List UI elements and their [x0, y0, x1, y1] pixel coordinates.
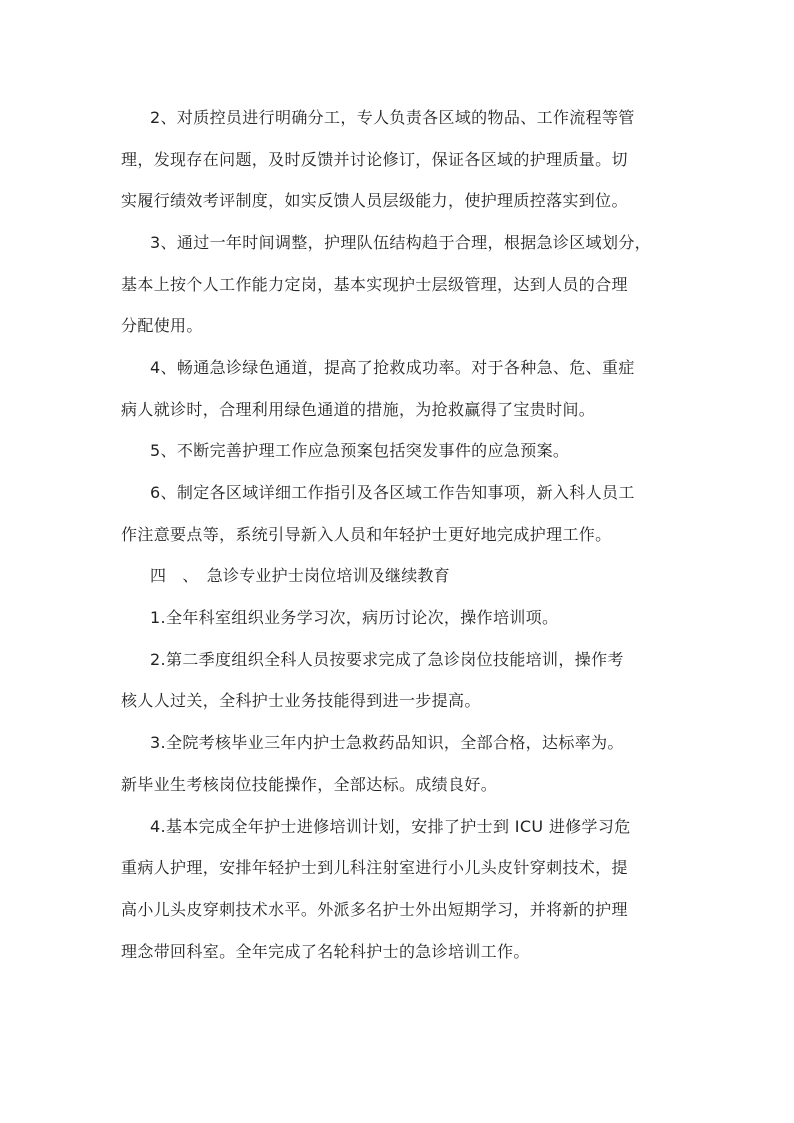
paragraph-5-line-1: 5、不断完善护理工作应急预案包括突发事件的应急预案。	[150, 441, 570, 460]
training-item-3-line-2: 新毕业生考核岗位技能操作，全部达标。成绩良好。	[121, 775, 498, 794]
training-item-1: 1.全年科室组织业务学习次，病历讨论次，操作培训项。	[150, 608, 559, 627]
section-heading-4: 四 、 急诊专业护士岗位培训及继续教育	[150, 566, 450, 585]
paragraph-2-line-2: 理，发现存在问题，及时反馈并讨论修订，保证各区域的护理质量。切	[121, 150, 628, 169]
paragraph-2-line-3: 实履行绩效考评制度，如实反馈人员层级能力，使护理质控落实到位。	[121, 191, 628, 210]
paragraph-6-line-2: 作注意要点等，系统引导新入人员和年轻护士更好地完成护理工作。	[121, 525, 612, 544]
paragraph-3-line-2: 基本上按个人工作能力定岗，基本实现护士层级管理，达到人员的合理	[121, 275, 628, 294]
paragraph-4-line-2: 病人就诊时，合理利用绿色通道的措施，为抢救赢得了宝贵时间。	[121, 400, 596, 419]
paragraph-3-line-3: 分配使用。	[121, 316, 203, 335]
training-item-2-line-2: 核人人过关，全科护士业务技能得到进一步提高。	[121, 691, 481, 710]
training-item-4-line-2: 重病人护理，安排年轻护士到儿科注射室进行小儿头皮针穿刺技术，提	[121, 858, 628, 877]
training-item-3-line-1: 3.全院考核毕业三年内护士急救药品知识，全部合格，达标率为。	[150, 733, 624, 752]
paragraph-4-line-1: 4、畅通急诊绿色通道，提高了抢救成功率。对于各种急、危、重症	[150, 358, 635, 377]
training-item-4-line-4: 理念带回科室。全年完成了名轮科护士的急诊培训工作。	[121, 942, 530, 961]
paragraph-2-line-1: 2、对质控员进行明确分工，专人负责各区域的物品、工作流程等管	[150, 108, 635, 127]
training-item-2-line-1: 2.第二季度组织全科人员按要求完成了急诊岗位技能培训，操作考	[150, 650, 624, 669]
training-item-4-line-3: 高小儿头皮穿刺技术水平。外派多名护士外出短期学习，并将新的护理	[121, 900, 628, 919]
training-item-4-line-1: 4.基本完成全年护士进修培训计划，安排了护士到 ICU 进修学习危	[150, 817, 631, 836]
paragraph-3-line-1: 3、通过一年时间调整，护理队伍结构趋于合理，根据急诊区域划分，	[150, 233, 652, 252]
paragraph-6-line-1: 6、制定各区域详细工作指引及各区域工作告知事项，新入科人员工	[150, 483, 635, 502]
